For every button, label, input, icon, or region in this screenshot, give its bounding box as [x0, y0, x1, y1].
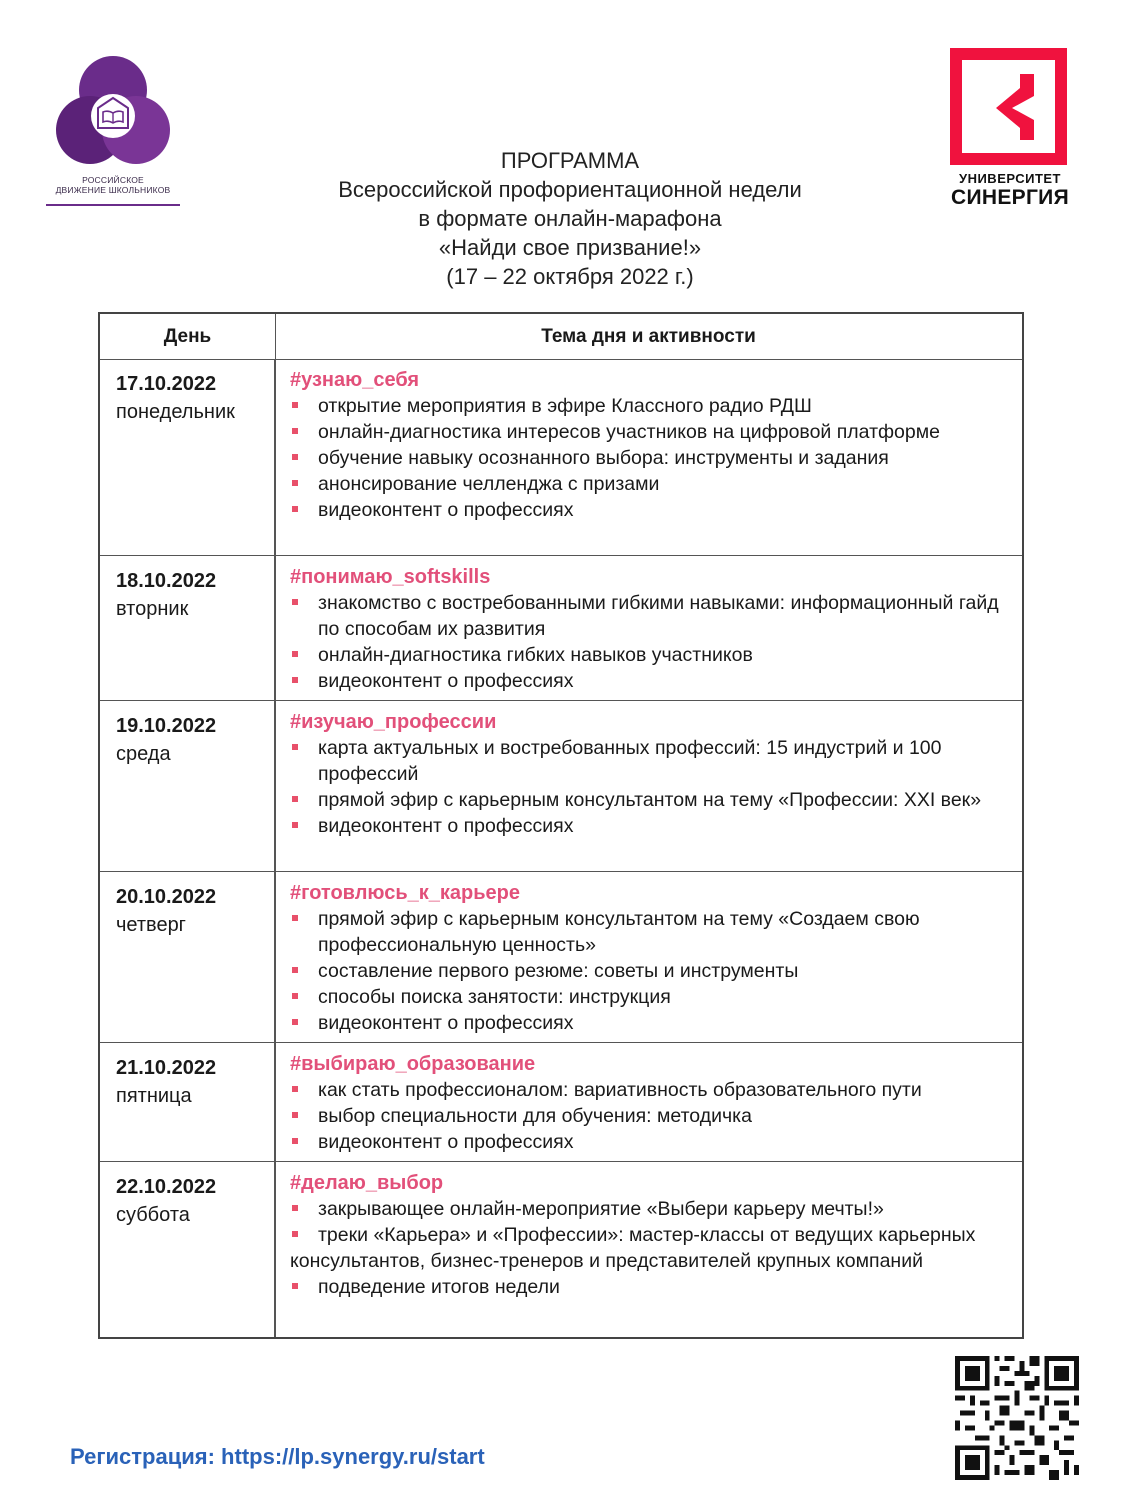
row-hashtag: #делаю_выбор	[290, 1172, 444, 1194]
table-header	[100, 314, 1022, 360]
header-topic: Тема дня и активности	[541, 326, 756, 347]
row-content	[290, 367, 1015, 523]
registration-link[interactable]: Регистрация: https://lp.synergy.ru/start	[70, 1444, 485, 1469]
bullet-icon	[292, 651, 298, 657]
bullet-icon	[292, 677, 298, 683]
bullet-icon	[292, 454, 298, 460]
list-item-text: подведение итогов недели	[318, 1276, 560, 1298]
row-weekday: четверг	[116, 914, 186, 936]
row-weekday: среда	[116, 743, 171, 765]
row-content	[290, 880, 1015, 1036]
list-item	[290, 497, 1015, 523]
table-row	[100, 359, 1022, 556]
list-item-text: видеоконтент о профессиях	[318, 815, 574, 837]
bullet-icon	[292, 967, 298, 973]
list-item-text: знакомство с востребованными гибкими навыками: информационный гайд по способам их развития	[318, 592, 999, 640]
title-line5: (17 – 22 октября 2022 г.)	[446, 264, 694, 289]
list-item-text: обучение навыку осознанного выбора: инструменты и задания	[318, 447, 889, 469]
bullet-icon	[292, 822, 298, 828]
list-item-text: составление первого резюме: советы и инструменты	[318, 960, 799, 982]
list-item-text: карта актуальных и востребованных профессий: 15 индустрий и 100 профессий	[318, 737, 942, 785]
row-date: 19.10.2022	[116, 715, 217, 737]
row-date: 20.10.2022	[116, 886, 217, 908]
bullet-icon	[292, 1112, 298, 1118]
list-item	[290, 1274, 1015, 1300]
list-item-text: видеоконтент о профессиях	[318, 670, 574, 692]
rdsh-text-line2: ДВИЖЕНИЕ ШКОЛЬНИКОВ	[55, 185, 171, 195]
row-date: 17.10.2022	[116, 373, 217, 395]
table-row	[100, 1162, 1022, 1337]
row-hashtag: #выбираю_образование	[290, 1053, 536, 1075]
list-item-text: треки «Карьера» и «Профессии»: мастер-классы от ведущих карьерных консультантов, бизнес-тренеров и представителей крупных компаний	[290, 1224, 976, 1272]
list-item	[290, 668, 1015, 694]
bullet-icon	[292, 1283, 298, 1289]
row-content	[290, 564, 1015, 694]
title-line2: Всероссийской профориентационной недели	[338, 177, 802, 202]
row-hashtag: #готовлюсь_к_карьере	[290, 882, 520, 904]
row-weekday: вторник	[116, 598, 189, 620]
page-title	[200, 146, 940, 291]
list-item-text: видеоконтент о профессиях	[318, 499, 574, 521]
list-item-text: как стать профессионалом: вариативность образовательного пути	[318, 1079, 922, 1101]
list-item	[290, 958, 1015, 984]
list-item-text: прямой эфир с карьерным консультантом на тему «Создаем свою профессиональную ценность»	[318, 908, 920, 956]
bullet-icon	[292, 1086, 298, 1092]
list-item	[290, 735, 1015, 787]
row-weekday: пятница	[116, 1085, 192, 1107]
bullet-icon	[292, 744, 298, 750]
bullet-icon	[292, 402, 298, 408]
list-item	[290, 906, 1015, 958]
row-date: 18.10.2022	[116, 570, 217, 592]
list-item	[290, 642, 1015, 668]
list-item	[290, 393, 1015, 419]
row-content	[290, 1170, 1015, 1300]
bullet-icon	[292, 993, 298, 999]
row-date: 22.10.2022	[116, 1176, 217, 1198]
row-weekday: суббота	[116, 1204, 190, 1226]
list-item-text: прямой эфир с карьерным консультантом на тему «Профессии: XXI век»	[318, 789, 982, 811]
row-date: 21.10.2022	[116, 1057, 217, 1079]
bullet-icon	[292, 1231, 298, 1237]
synergy-logo	[950, 48, 1070, 208]
list-item-text: онлайн-диагностика интересов участников на цифровой платформе	[318, 421, 940, 443]
row-hashtag: #узнаю_себя	[290, 369, 420, 391]
list-item	[290, 1077, 1015, 1103]
title-line4: «Найди свое призвание!»	[438, 235, 702, 260]
bullet-icon	[292, 1205, 298, 1211]
list-item-text: онлайн-диагностика гибких навыков участников	[318, 644, 753, 666]
list-item	[290, 1010, 1015, 1036]
list-item-text: видеоконтент о профессиях	[318, 1131, 574, 1153]
synergy-frame	[950, 48, 1067, 165]
rdsh-emblem-icon	[56, 52, 170, 170]
row-content	[290, 709, 1015, 839]
title-line1: ПРОГРАММА	[500, 148, 640, 173]
list-item-text: выбор специальности для обучения: методичка	[318, 1105, 752, 1127]
list-item	[290, 1103, 1015, 1129]
list-item	[290, 1196, 1015, 1222]
table-row	[100, 872, 1022, 1043]
synergy-text-line1: УНИВЕРСИТЕТ	[958, 171, 1061, 186]
list-item	[290, 590, 1015, 642]
list-item-text: закрывающее онлайн-мероприятие «Выбери карьеру мечты!»	[318, 1198, 884, 1220]
table-row	[100, 1043, 1022, 1162]
bullet-icon	[292, 428, 298, 434]
schedule-table	[98, 312, 1024, 1339]
list-item	[290, 813, 1015, 839]
bullet-icon	[292, 480, 298, 486]
list-item	[290, 445, 1015, 471]
bullet-icon	[292, 599, 298, 605]
table-row	[100, 701, 1022, 872]
rdsh-text-line1: РОССИЙСКОЕ	[82, 175, 144, 185]
list-item-text: открытие мероприятия в эфире Классного радио РДШ	[318, 395, 812, 417]
row-hashtag: #изучаю_профессии	[290, 711, 497, 733]
table-row	[100, 556, 1022, 701]
bullet-icon	[292, 1019, 298, 1025]
header-day: День	[100, 314, 276, 359]
row-content	[290, 1051, 1015, 1155]
list-item-text: видеоконтент о профессиях	[318, 1012, 574, 1034]
bullet-icon	[292, 796, 298, 802]
rdsh-logo	[38, 52, 188, 212]
bullet-icon	[292, 1138, 298, 1144]
row-hashtag: #понимаю_softskills	[290, 566, 491, 588]
row-weekday: понедельник	[116, 401, 235, 423]
qr-code-icon	[955, 1356, 1079, 1480]
list-item-text: анонсирование челленджа с призами	[318, 473, 660, 495]
list-item	[290, 787, 1015, 813]
bullet-icon	[292, 506, 298, 512]
list-item-text: способы поиска занятости: инструкция	[318, 986, 671, 1008]
synergy-chevron-icon	[962, 60, 1055, 153]
list-item	[290, 984, 1015, 1010]
title-line3: в формате онлайн-марафона	[418, 206, 722, 231]
bullet-icon	[292, 915, 298, 921]
list-item	[290, 419, 1015, 445]
list-item	[290, 471, 1015, 497]
list-item	[290, 1222, 1015, 1274]
list-item	[290, 1129, 1015, 1155]
rdsh-underline	[46, 204, 180, 206]
synergy-text-line2: СИНЕРГИЯ	[951, 186, 1069, 209]
